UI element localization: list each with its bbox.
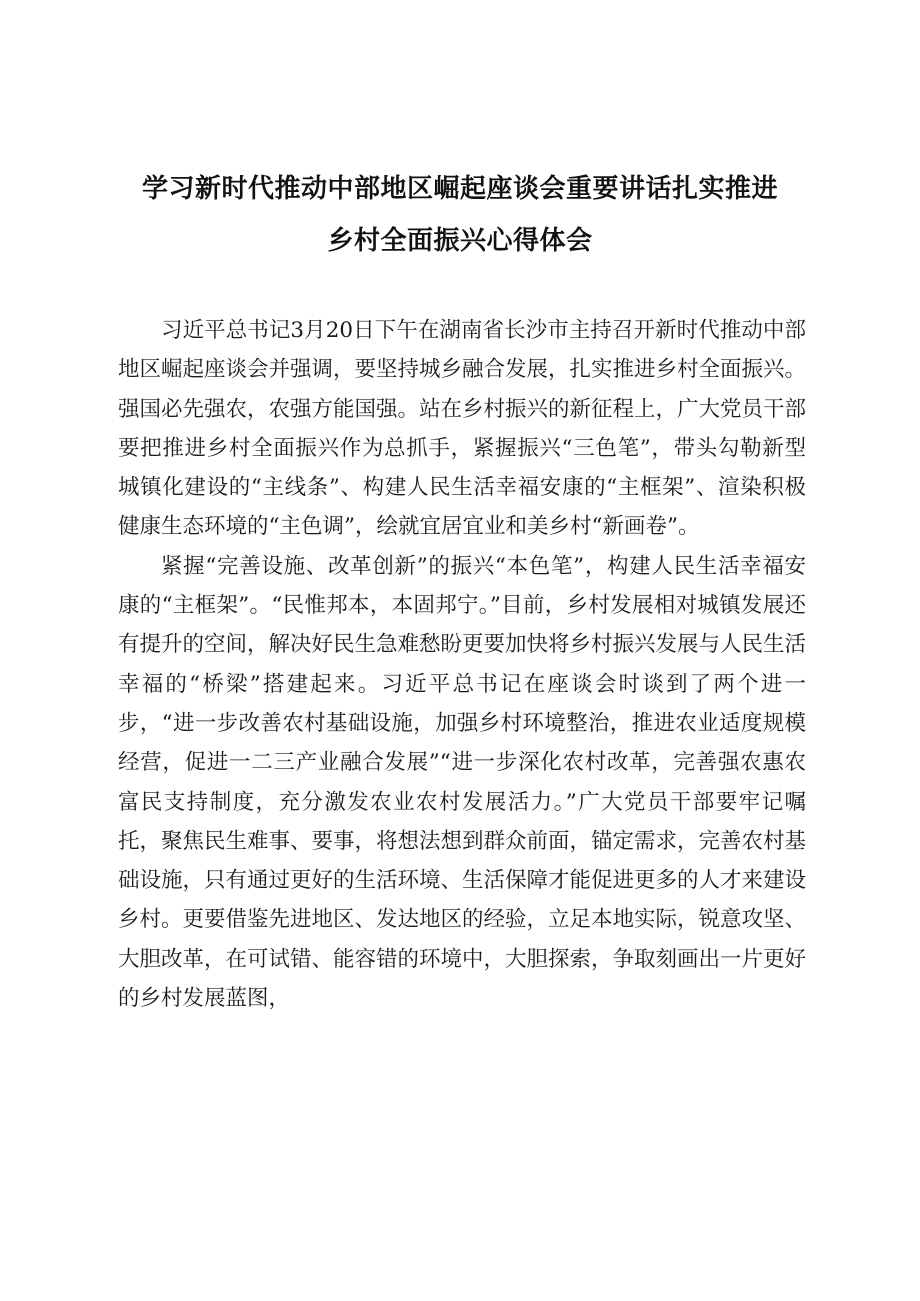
document-title [100,163,820,267]
paragraph-1: 习近平总书记3月20日下午在湖南省长沙市主持召开新时代推动中部地区崛起座谈会并强调，要坚持城乡融合发展，扎实推进乡村全面振兴。强国必先强农，农强方能国强。站在乡村振兴的新征程上，广大党员干部要把推进乡村全面振兴作为总抓手，紧握振兴“三色笔”，带头勾勒新型城镇化建设的“主线条”、构建人民生活幸福安康的“主框架”、渲染积极健康生态环境的“主色调”，绘就宜居宜业和美乡村“新画卷”。 [118,318,807,540]
title-line-2: 乡村全面振兴心得体会 [327,226,593,256]
title-line-1: 学习新时代推动中部地区崛起座谈会重要讲话扎实推进 [141,174,778,204]
paragraph-2: 紧握“完善设施、改革创新”的振兴“本色笔”，构建人民生活幸福安康的“主框架”。“民惟邦本，本固邦宁。”目前，乡村发展相对城镇发展还有提升的空间，解决好民生急难愁盼更要加快将乡村振兴发展与人民生活幸福的“桥梁”搭建起来。习近平总书记在座谈会时谈到了两个进一步，“进一步改善农村基础设施，加强乡村环境整治，推进农业适度规模经营，促进一二三产业融合发展”“进一步深化农村改革，完善强农惠农富民支持制度，充分激发农业农村发展活力。”广大党员干部要牢记嘱托，聚焦民生难事、要事，将想法想到群众前面，锚定需求，完善农村基础设施，只有通过更好的生活环境、生活保障才能促进更多的人才来建设乡村。更要借鉴先进地区、发达地区的经验，立足本地实际，锐意攻坚、大胆改革，在可试错、能容错的环境中，大胆探索，争取刻画出一片更好的乡村发展蓝图， [118,553,807,1012]
document-body [118,311,806,1018]
